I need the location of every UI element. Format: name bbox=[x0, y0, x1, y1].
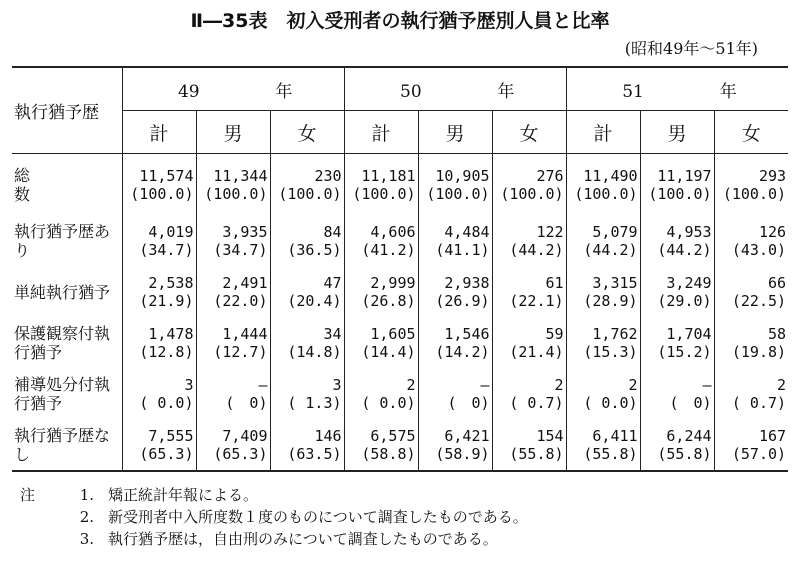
data-cell bbox=[196, 216, 270, 267]
data-cell bbox=[344, 318, 418, 369]
data-cell bbox=[344, 154, 418, 216]
cell-count: 47 bbox=[323, 274, 342, 292]
cell-count: 4,606 bbox=[370, 223, 416, 241]
note-text: 新受刑者中入所度数１度のものについて調査したものである。 bbox=[108, 508, 528, 526]
cell-count: 58 bbox=[768, 325, 787, 343]
cell-percent: (100.0) bbox=[426, 184, 490, 203]
data-cell bbox=[344, 267, 418, 318]
col-header-male: 男 bbox=[640, 111, 714, 154]
cell-percent: ( 0) bbox=[225, 394, 268, 412]
cell-count: 2,538 bbox=[148, 274, 194, 292]
cell-count: 276 bbox=[536, 166, 564, 185]
data-cell bbox=[196, 267, 270, 318]
cell-count: 3,935 bbox=[222, 223, 268, 241]
cell-percent: (63.5) bbox=[287, 444, 342, 463]
cell-percent: (21.4) bbox=[509, 343, 564, 361]
cell-percent: (26.8) bbox=[361, 292, 416, 310]
cell-percent: (55.8) bbox=[583, 444, 638, 463]
row-label: 補導処分付執行猶予 bbox=[14, 375, 111, 413]
note-number: 2. bbox=[79, 508, 94, 526]
cell-percent: (28.9) bbox=[583, 292, 638, 310]
note-number: 3. bbox=[79, 530, 94, 548]
data-cell bbox=[122, 267, 196, 318]
cell-count: 11,490 bbox=[583, 166, 638, 185]
table-row bbox=[12, 267, 788, 318]
data-cell bbox=[492, 318, 566, 369]
col-header-total: 計 bbox=[122, 111, 196, 154]
cell-percent: ( 0.0) bbox=[361, 394, 416, 412]
data-cell bbox=[492, 420, 566, 471]
data-cell bbox=[566, 420, 640, 471]
col-header-female: 女 bbox=[714, 111, 788, 154]
data-cell bbox=[714, 420, 788, 471]
footnote bbox=[20, 528, 528, 550]
table-title: Ⅱ―35表 初入受刑者の執行猶予歴別人員と比率 bbox=[190, 10, 610, 32]
data-cell bbox=[418, 216, 492, 267]
statistics-table bbox=[12, 66, 788, 472]
table-row bbox=[12, 369, 788, 420]
cell-count: 4,484 bbox=[444, 223, 490, 241]
cell-count: 5,079 bbox=[592, 223, 638, 241]
cell-count: 1,605 bbox=[370, 325, 416, 343]
cell-percent: (44.2) bbox=[657, 241, 712, 259]
cell-count: 6,421 bbox=[444, 426, 490, 445]
cell-count: 11,574 bbox=[139, 166, 194, 185]
cell-percent: (57.0) bbox=[731, 444, 787, 463]
cell-percent: (15.3) bbox=[583, 343, 638, 361]
data-cell bbox=[640, 420, 714, 471]
table-row bbox=[12, 154, 788, 216]
cell-count: 59 bbox=[545, 325, 564, 343]
cell-count: 154 bbox=[536, 426, 564, 445]
note-text: 矯正統計年報による。 bbox=[108, 486, 259, 504]
cell-count: 1,762 bbox=[592, 325, 638, 343]
data-cell bbox=[196, 154, 270, 216]
table-row bbox=[12, 420, 788, 471]
cell-percent: ( 0.0) bbox=[583, 394, 638, 412]
col-header-total: 計 bbox=[566, 111, 640, 154]
cell-percent: (14.2) bbox=[435, 343, 490, 361]
data-cell bbox=[492, 267, 566, 318]
year-header: 51 年 bbox=[566, 67, 788, 111]
data-cell bbox=[566, 318, 640, 369]
cell-percent: (29.0) bbox=[657, 292, 712, 310]
year-header: 49 年 bbox=[122, 67, 344, 111]
cell-count: 3,315 bbox=[592, 274, 638, 292]
cell-count: 2,999 bbox=[370, 274, 416, 292]
data-cell bbox=[270, 369, 344, 420]
note-text: 執行猶予歴は，自由刑のみについて調査したものである。 bbox=[108, 530, 498, 548]
data-cell bbox=[714, 267, 788, 318]
data-cell bbox=[714, 369, 788, 420]
cell-count: 4,953 bbox=[666, 223, 712, 241]
data-cell bbox=[640, 216, 714, 267]
cell-percent: ( 1.3) bbox=[287, 394, 342, 412]
data-cell bbox=[122, 318, 196, 369]
cell-percent: (100.0) bbox=[574, 184, 638, 203]
cell-count: 167 bbox=[758, 426, 787, 445]
cell-count: 11,181 bbox=[361, 166, 416, 185]
cell-count: ― bbox=[702, 376, 712, 394]
cell-percent: (43.0) bbox=[731, 241, 787, 259]
cell-count: 1,546 bbox=[444, 325, 490, 343]
cell-percent: (100.0) bbox=[278, 184, 342, 203]
data-cell bbox=[640, 154, 714, 216]
cell-count: 7,555 bbox=[148, 426, 194, 445]
cell-percent: (100.0) bbox=[352, 184, 416, 203]
cell-percent: ( 0.7) bbox=[509, 394, 564, 412]
cell-percent: (55.8) bbox=[657, 444, 712, 463]
cell-percent: (58.8) bbox=[361, 444, 416, 463]
data-cell bbox=[196, 318, 270, 369]
data-cell bbox=[270, 420, 344, 471]
data-cell bbox=[270, 154, 344, 216]
cell-count: 1,704 bbox=[666, 325, 712, 343]
cell-percent: (44.2) bbox=[583, 241, 638, 259]
cell-percent: (41.2) bbox=[361, 241, 416, 259]
cell-count: 2 bbox=[406, 376, 416, 394]
cell-count: 2 bbox=[554, 376, 564, 394]
cell-percent: (100.0) bbox=[130, 184, 194, 203]
data-cell bbox=[640, 318, 714, 369]
data-cell bbox=[344, 369, 418, 420]
footnote bbox=[20, 506, 528, 528]
cell-count: 3 bbox=[332, 376, 342, 394]
cell-count: 3,249 bbox=[666, 274, 712, 292]
cell-count: 11,197 bbox=[657, 166, 712, 185]
row-label: 保護観察付執行猶予 bbox=[14, 324, 111, 362]
cell-count: ― bbox=[258, 376, 268, 394]
row-label: 総 数 bbox=[14, 165, 115, 204]
cell-count: 7,409 bbox=[222, 426, 268, 445]
row-label: 単純執行猶予 bbox=[14, 282, 111, 302]
data-cell bbox=[196, 420, 270, 471]
data-cell bbox=[566, 154, 640, 216]
cell-count: 6,411 bbox=[592, 426, 638, 445]
corner-header: 執行猶予歴 bbox=[12, 67, 122, 154]
data-cell bbox=[122, 154, 196, 216]
cell-percent: ( 0) bbox=[669, 394, 712, 412]
data-cell bbox=[492, 216, 566, 267]
cell-percent: (14.4) bbox=[361, 343, 416, 361]
cell-count: 3 bbox=[184, 376, 194, 394]
cell-percent: (41.1) bbox=[435, 241, 490, 259]
cell-count: 2,938 bbox=[444, 274, 490, 292]
cell-percent: (26.9) bbox=[435, 292, 490, 310]
cell-count: 1,478 bbox=[148, 325, 194, 343]
cell-percent: ( 0) bbox=[447, 394, 490, 412]
cell-percent: (55.8) bbox=[509, 444, 564, 463]
cell-percent: (22.0) bbox=[213, 292, 268, 310]
table-row bbox=[12, 318, 788, 369]
cell-percent: (15.2) bbox=[657, 343, 712, 361]
note-number: 1. bbox=[79, 486, 94, 504]
data-cell bbox=[492, 369, 566, 420]
cell-percent: (12.8) bbox=[139, 343, 194, 361]
data-cell bbox=[270, 318, 344, 369]
year-header: 50 年 bbox=[344, 67, 566, 111]
cell-count: 10,905 bbox=[435, 166, 490, 185]
data-cell bbox=[714, 318, 788, 369]
cell-count: 2 bbox=[628, 376, 638, 394]
data-cell bbox=[566, 216, 640, 267]
data-cell bbox=[122, 420, 196, 471]
data-cell bbox=[640, 369, 714, 420]
cell-count: 34 bbox=[323, 325, 342, 343]
cell-percent: (14.8) bbox=[287, 343, 342, 361]
data-cell bbox=[344, 216, 418, 267]
col-header-female: 女 bbox=[492, 111, 566, 154]
cell-percent: (19.8) bbox=[731, 343, 787, 361]
cell-percent: (12.7) bbox=[213, 343, 268, 361]
cell-count: 2 bbox=[777, 376, 787, 394]
cell-count: ― bbox=[480, 376, 490, 394]
cell-percent: (36.5) bbox=[287, 241, 342, 259]
data-cell bbox=[122, 369, 196, 420]
cell-percent: (100.0) bbox=[648, 184, 712, 203]
table-row bbox=[12, 216, 788, 267]
table-period: (昭和49年～51年) bbox=[624, 39, 758, 58]
data-cell bbox=[418, 154, 492, 216]
row-label: 執行猶予歴あり bbox=[14, 222, 111, 260]
cell-percent: (65.3) bbox=[213, 444, 268, 463]
cell-percent: (20.4) bbox=[287, 292, 342, 310]
data-cell bbox=[640, 267, 714, 318]
data-cell bbox=[566, 267, 640, 318]
cell-percent: (100.0) bbox=[204, 184, 268, 203]
cell-count: 1,444 bbox=[222, 325, 268, 343]
data-cell bbox=[122, 216, 196, 267]
cell-count: 6,244 bbox=[666, 426, 712, 445]
cell-count: 11,344 bbox=[213, 166, 268, 185]
data-cell bbox=[344, 420, 418, 471]
cell-count: 126 bbox=[758, 223, 787, 241]
note-mark: 注 bbox=[20, 486, 36, 504]
cell-percent: (100.0) bbox=[500, 184, 564, 203]
data-cell bbox=[714, 154, 788, 216]
cell-count: 84 bbox=[323, 223, 342, 241]
data-cell bbox=[418, 267, 492, 318]
footnote bbox=[20, 484, 528, 506]
footnotes bbox=[20, 484, 528, 550]
cell-count: 122 bbox=[536, 223, 564, 241]
data-cell bbox=[270, 216, 344, 267]
col-header-male: 男 bbox=[418, 111, 492, 154]
cell-count: 146 bbox=[314, 426, 342, 445]
cell-percent: ( 0.7) bbox=[731, 394, 787, 412]
cell-percent: (34.7) bbox=[139, 241, 194, 259]
cell-count: 4,019 bbox=[148, 223, 194, 241]
cell-percent: (100.0) bbox=[722, 184, 787, 203]
row-label: 執行猶予歴なし bbox=[12, 420, 122, 471]
cell-count: 2,491 bbox=[222, 274, 268, 292]
cell-percent: (58.9) bbox=[435, 444, 490, 463]
col-header-total: 計 bbox=[344, 111, 418, 154]
cell-percent: (34.7) bbox=[213, 241, 268, 259]
data-cell bbox=[418, 420, 492, 471]
data-cell bbox=[418, 369, 492, 420]
col-header-female: 女 bbox=[270, 111, 344, 154]
cell-count: 293 bbox=[758, 166, 787, 185]
cell-count: 6,575 bbox=[370, 426, 416, 445]
col-header-male: 男 bbox=[196, 111, 270, 154]
data-cell bbox=[418, 318, 492, 369]
cell-percent: ( 0.0) bbox=[139, 394, 194, 412]
cell-percent: (21.9) bbox=[139, 292, 194, 310]
data-cell bbox=[270, 267, 344, 318]
data-cell bbox=[196, 369, 270, 420]
cell-percent: (44.2) bbox=[509, 241, 564, 259]
cell-count: 66 bbox=[768, 274, 787, 292]
data-cell bbox=[492, 154, 566, 216]
cell-count: 230 bbox=[314, 166, 342, 185]
data-cell bbox=[566, 369, 640, 420]
cell-percent: (22.1) bbox=[509, 292, 564, 310]
data-cell bbox=[714, 216, 788, 267]
cell-percent: (22.5) bbox=[731, 292, 787, 310]
cell-count: 61 bbox=[545, 274, 564, 292]
cell-percent: (65.3) bbox=[139, 444, 194, 463]
